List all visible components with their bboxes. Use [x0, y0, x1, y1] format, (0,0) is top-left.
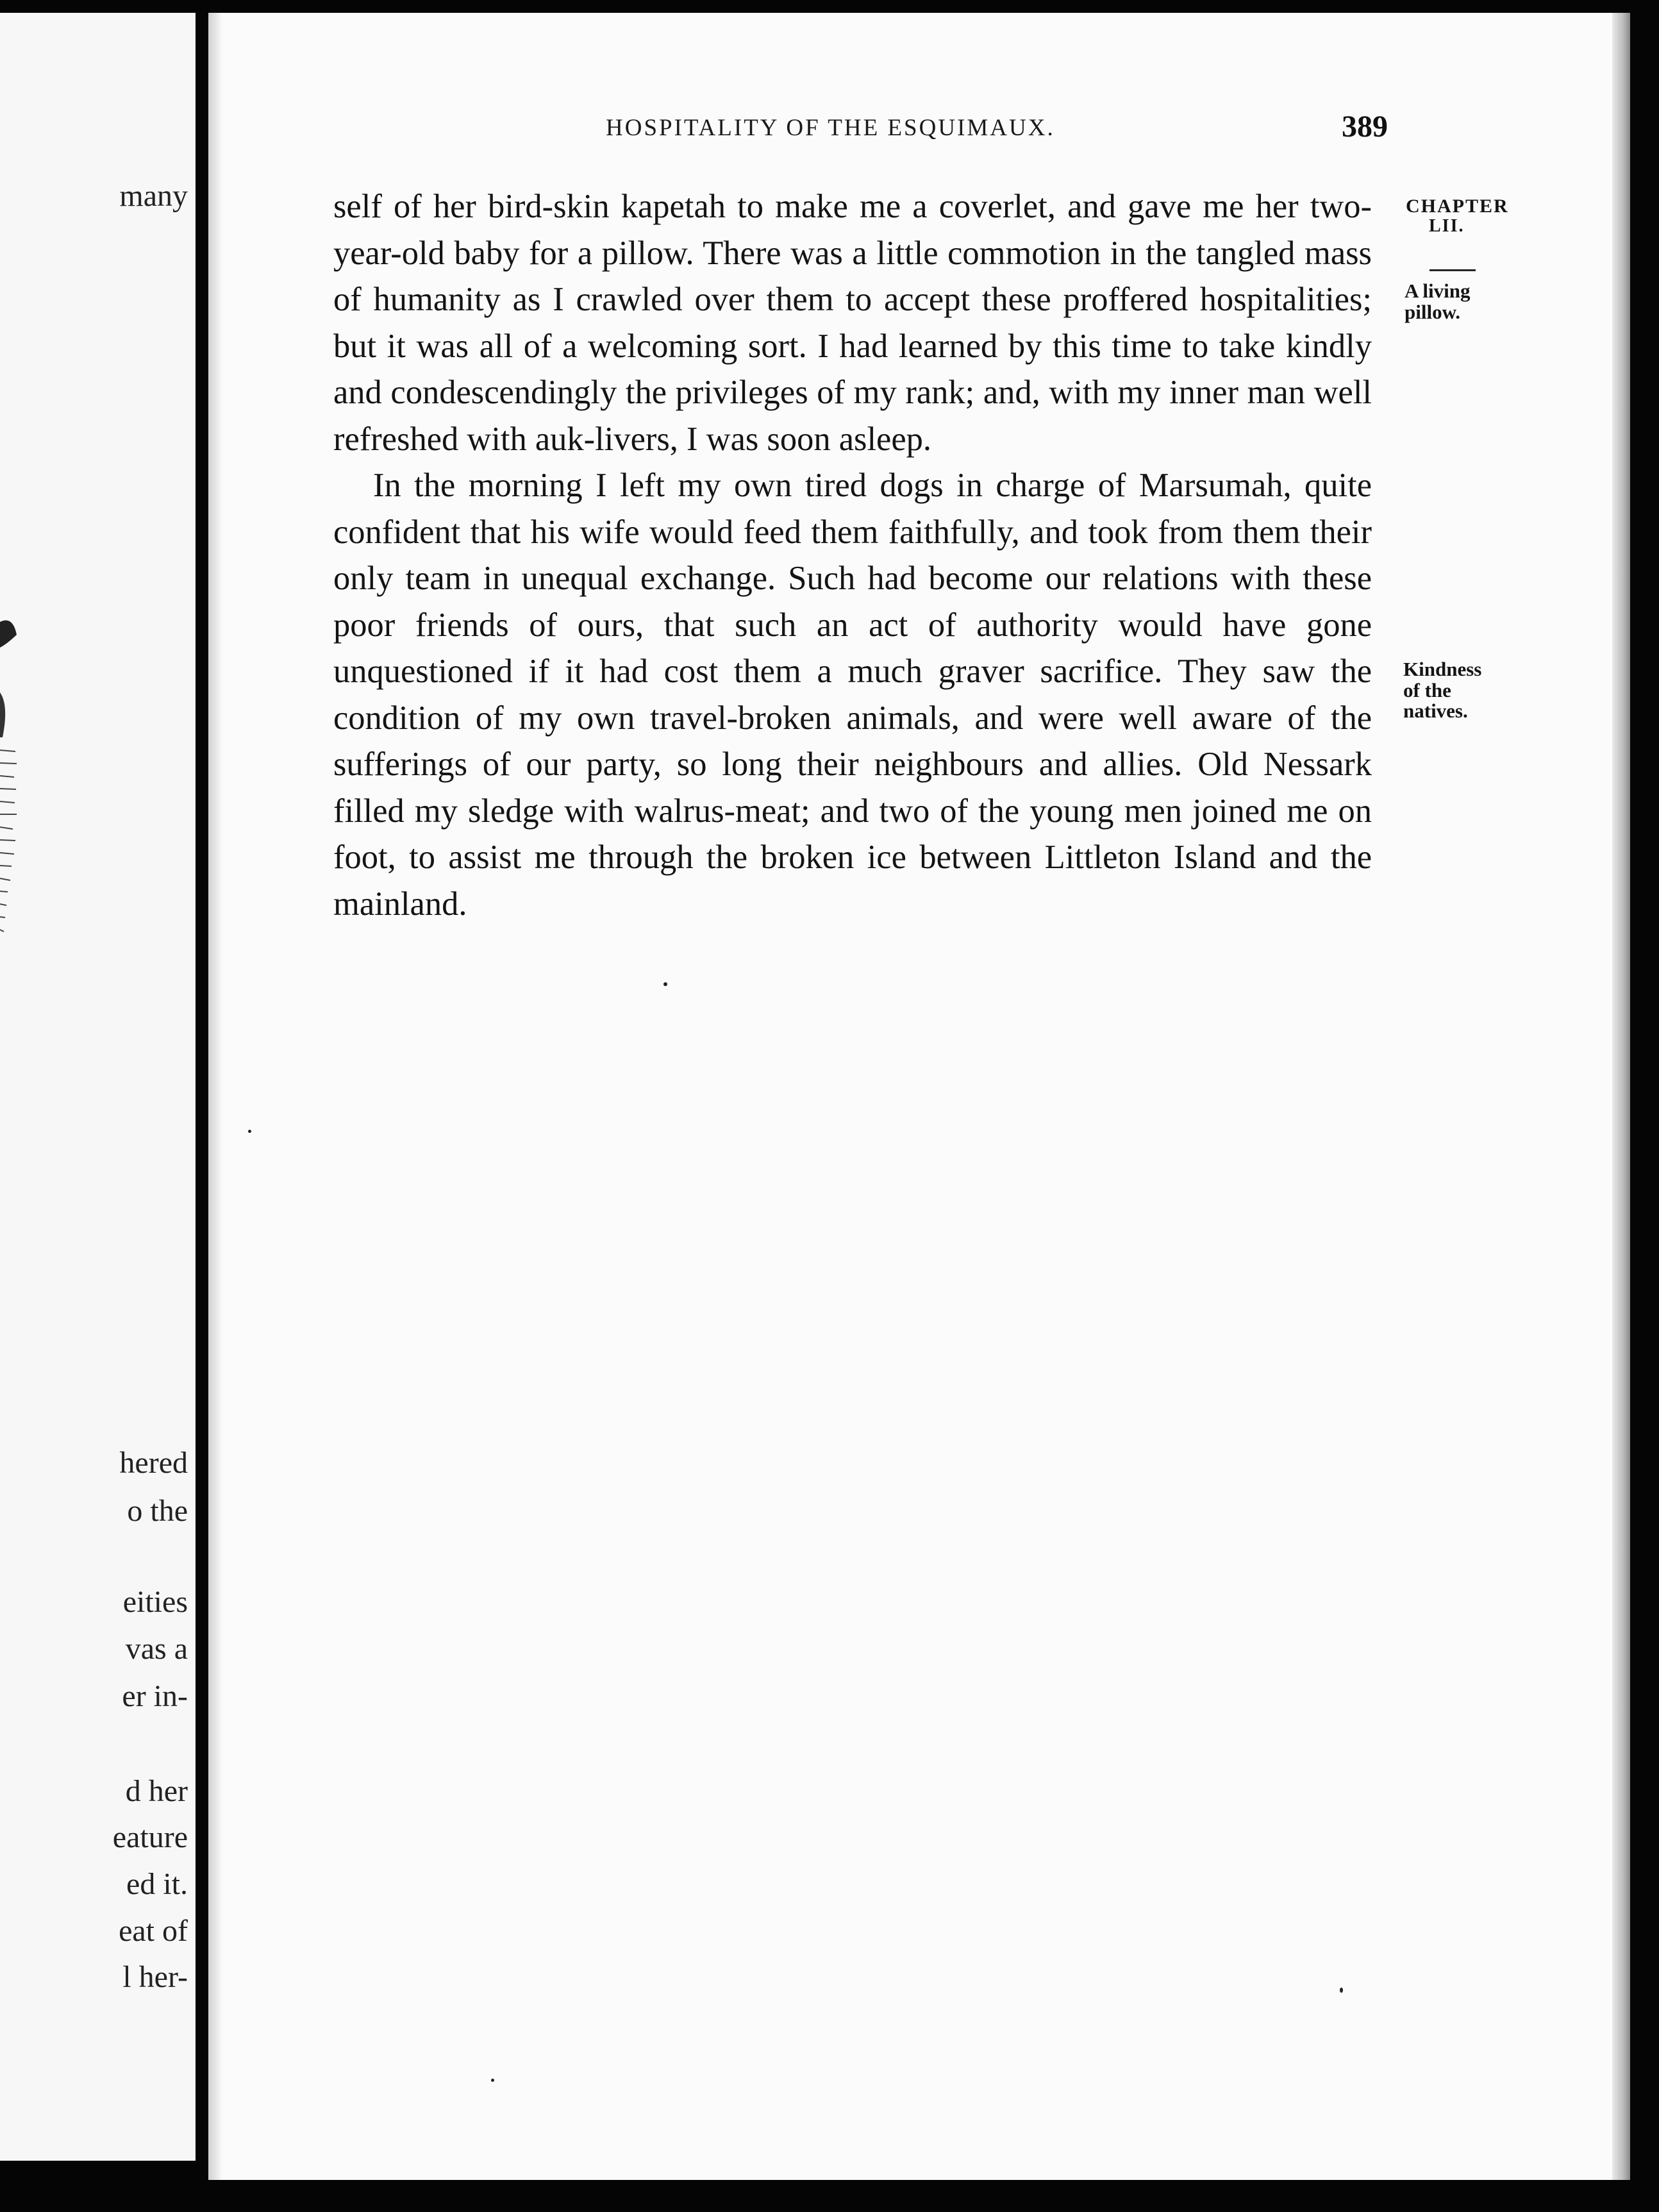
left-page-line: d her: [125, 1774, 188, 1808]
running-head: HOSPITALITY OF THE ESQUIMAUX.: [606, 115, 1055, 141]
chapter-rule: [1430, 269, 1476, 271]
sidenote-line: pillow.: [1405, 300, 1461, 323]
chapter-marker: [1406, 196, 1509, 235]
left-page-line: hered: [119, 1446, 188, 1480]
left-page-line: eature: [112, 1820, 188, 1854]
speck: [1340, 1988, 1343, 1993]
left-page-line: o the: [127, 1494, 188, 1528]
left-page-line: eities: [122, 1585, 188, 1619]
body-text: [333, 183, 1372, 927]
paragraph: self of her bird-skin kapetah to make me a coverlet, and gave me her two-year-old baby for a pillow. There was a little commotion in the tangled mass of humanity as I crawled over them to accept these proffered hospitalities; but it was all of a welcoming sort. I had learned by this time to take kindly and condescendingly the privileges of my rank; and, with my inner man well refreshed with auk-livers, I was soon asleep.: [333, 188, 1372, 458]
paragraph: In the morning I left my own tired dogs in charge of Marsumah, quite confident that his wife would feed them faithfully, and took from them their only team in unequal exchange. Such had become our relations with these poor friends of ours, that such an act of authority would have gone unquestioned if it had cost them a much graver sacrifice. They saw the condition of my own travel-broken animals, and were well aware of the sufferings of our party, so long their neighbours and allies. Old Nessark filled my sledge with walrus-meat; and two of the young men joined me on foot, to assist me through the broken ice between Littleton Island and the mainland.: [333, 467, 1372, 923]
right-page: [208, 13, 1630, 2180]
sidenote-line: of the: [1403, 678, 1451, 701]
sidenote-kindness: [1403, 659, 1481, 722]
left-page-line: eat of: [119, 1914, 188, 1948]
chapter-number: LII.: [1429, 215, 1465, 236]
speck: [248, 1130, 251, 1133]
speck: [491, 2079, 494, 2082]
sidenote-living-pillow: [1405, 281, 1471, 323]
sidenote-line: A living: [1405, 280, 1471, 302]
left-page-line: vas a: [125, 1632, 188, 1666]
speck: [663, 982, 667, 986]
left-page-line: many: [119, 179, 188, 213]
left-page-line: l her-: [122, 1960, 188, 1994]
left-page-line: ed it.: [126, 1867, 188, 1901]
page-edge: [1612, 13, 1630, 2180]
left-page-fragment: [0, 13, 196, 2161]
engraving-fragment: [0, 609, 23, 994]
sidenote-line: Kindness: [1403, 658, 1482, 680]
chapter-label: CHAPTER: [1406, 196, 1509, 217]
gutter-shadow: [208, 13, 222, 2180]
sidenote-line: natives.: [1403, 700, 1468, 723]
page-number: 389: [1342, 110, 1388, 144]
left-page-line: er in-: [122, 1679, 188, 1713]
